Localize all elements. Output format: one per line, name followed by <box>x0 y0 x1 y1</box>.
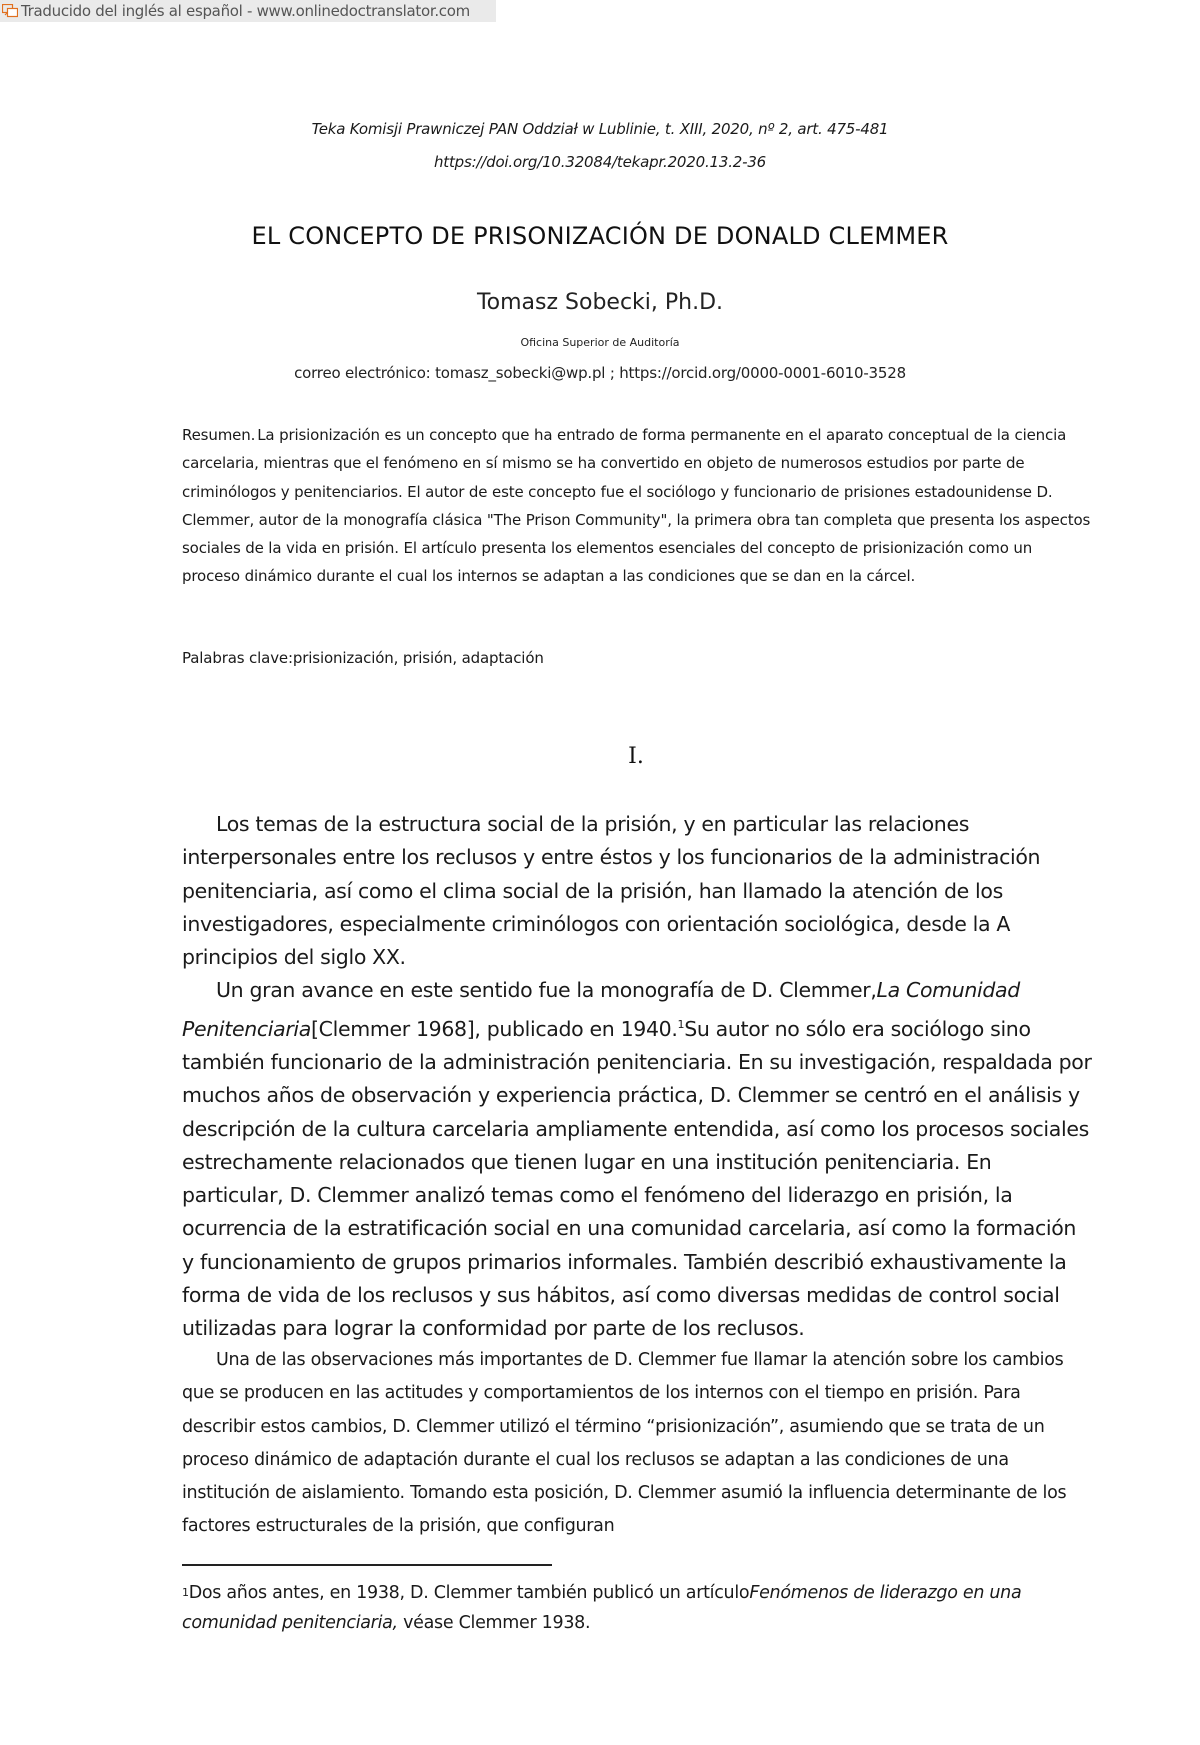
translator-banner <box>0 0 496 22</box>
translator-link[interactable]: Traducido del inglés al español - www.onlinedoctranslator.com <box>21 2 470 20</box>
body-text-secondary <box>182 1344 1092 1544</box>
keywords-label: Palabras clave: <box>182 649 293 667</box>
keywords-text: prisionización, prisión, adaptación <box>292 649 544 667</box>
footnote-divider <box>182 1564 552 1566</box>
translate-icon <box>2 4 18 18</box>
abstract-text: La prisionización es un concepto que ha entrado de forma permanente en el aparato conceptual de la ciencia carcelaria, mientras que el fenómeno en sí mismo se ha convertido en objeto de numerosos estudios por parte de criminólogos y penitenciarios. El autor de este concepto fue el sociólogo y funcionario de prisiones estadounidense D. Clemmer, autor de la monografía clásica "The Prison Community", la primera obra tan completa que presenta los aspectos sociales de la vida en prisión. El artículo presenta los elementos esenciales del concepto de prisionización como un proceso dinámico durante el cual los internos se adaptan a las condiciones que se dan en la cárcel. <box>182 426 1091 586</box>
footnote-start: Dos años antes, en 1938, D. Clemmer también publicó un artículo <box>188 1583 750 1603</box>
author-affiliation: Oficina Superior de Auditoría <box>520 336 680 349</box>
article-title: EL CONCEPTO DE PRISONIZACIÓN DE DONALD CLEMMER <box>251 222 949 250</box>
doi-link[interactable]: https://doi.org/10.32084/tekapr.2020.13.2-36 <box>433 153 767 171</box>
footnote-reference[interactable]: 1 <box>677 1017 685 1031</box>
paragraph-2 <box>182 974 1092 1345</box>
book-title-italic: La Comunidad Penitenciaria <box>182 978 1020 1041</box>
paragraph-2-citation: [Clemmer 1968], publicado en 1940. <box>310 1016 678 1041</box>
body-text-main <box>182 808 1092 1346</box>
paragraph-1: Los temas de la estructura social de la prisión, y en particular las relaciones interpersonales entre los reclusos y entre éstos y los funcionarios de la administración penitenciaria, así como el clima social de la prisión, han llamado la atención de los investigadores, especialmente criminólogos con orientación sociológica, desde la A principios del siglo XX. <box>182 812 1041 970</box>
abstract-label: Resumen. <box>182 426 256 444</box>
footnote-end: véase Clemmer 1938. <box>397 1613 591 1633</box>
paragraph-2-start: Un gran avance en este sentido fue la monografía de D. Clemmer, <box>216 978 877 1003</box>
paragraph-3: Una de las observaciones más importantes de D. Clemmer fue llamar la atención sobre los cambios que se producen en las actitudes y comportamientos de los internos con el tiempo en prisión. Para describir estos cambios, D. Clemmer utilizó el término “prisionización”, asumiendo que se trata de un proceso dinámico de adaptación durante el cual los reclusos se adaptan a las condiciones de una institución de aislamiento. Tomando esta posición, D. Clemmer asumió la influencia determinante de los factores estructurales de la prisión, que configuran <box>182 1350 1067 1537</box>
author-contact: correo electrónico: tomasz_sobecki@wp.pl ; https://orcid.org/0000-0001-6010-3528 <box>294 364 906 382</box>
footnote-mark: 1 <box>182 1586 189 1599</box>
paragraph-2-rest: Su autor no sólo era sociólogo sino también funcionario de la administración penitenciaria. En su investigación, respaldada por muchos años de observación y experiencia práctica, D. Clemmer se centró en el análisis y descripción de la cultura carcelaria ampliamente entendida, así como los procesos sociales estrechamente relacionados que tienen lugar en una institución penitenciaria. En particular, D. Clemmer analizó temas como el fenómeno del liderazgo en prisión, la ocurrencia de la estratificación social en una comunidad carcelaria, así como la formación y funcionamiento de grupos primarios informales. También describió exhaustivamente la forma de vida de los reclusos y sus hábitos, así como diversas medidas de control social utilizadas para lograr la conformidad por parte de los reclusos. <box>182 1016 1092 1341</box>
abstract <box>182 421 1092 591</box>
section-heading: I. <box>628 744 644 769</box>
author-name: Tomasz Sobecki, Ph.D. <box>476 290 724 315</box>
keywords <box>182 649 1092 667</box>
footnote-italic-title: Fenómenos de liderazgo en una comunidad penitenciaria, <box>182 1583 1022 1633</box>
journal-citation: Teka Komisji Prawniczej PAN Oddział w Lublinie, t. XIII, 2020, nº 2, art. 475-481 <box>311 120 889 138</box>
footnote <box>182 1578 1092 1638</box>
